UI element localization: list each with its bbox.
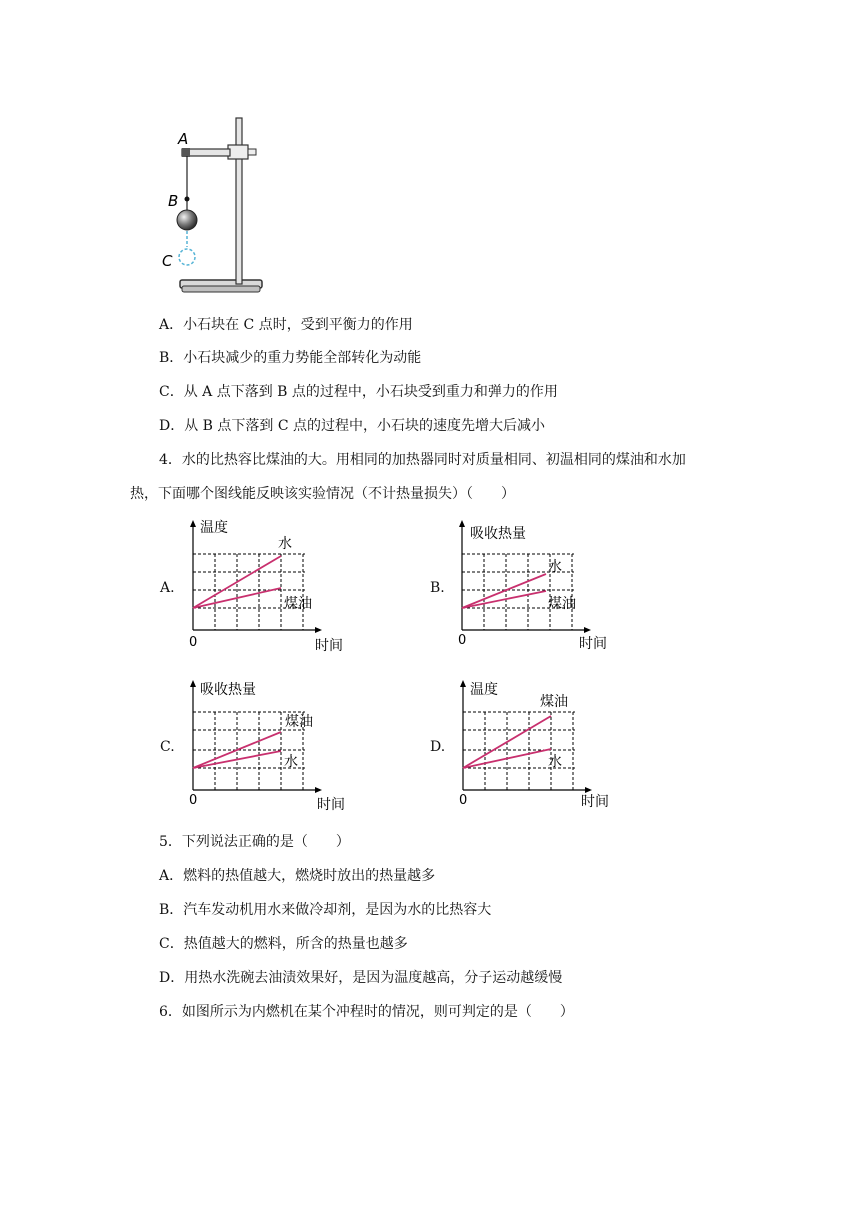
graph-a-origin: 0 [189, 635, 198, 650]
graph-c-xlabel: 时间 [317, 797, 345, 813]
graph-a [178, 518, 358, 658]
q4-stem-line1: 4．水的比热容比煤油的大。用相同的加热器同时对质量相同、初温相同的煤油和水加 [159, 452, 686, 468]
q5-stem: 5．下列说法正确的是（ ） [159, 834, 350, 850]
graph-a-label: A. [160, 580, 175, 596]
q3-option-a: A．小石块在 C 点时，受到平衡力的作用 [159, 317, 413, 333]
label-B: B [168, 192, 179, 210]
graph-d-lower-label: 水 [548, 754, 562, 770]
graph-b-upper-label: 水 [548, 559, 562, 575]
q5-option-d: D．用热水洗碗去油渍效果好，是因为温度越高，分子运动越缓慢 [159, 970, 563, 986]
label-C: C [162, 252, 173, 270]
graph-a-ylabel: 温度 [200, 520, 228, 536]
graph-b-lower-label: 煤油 [548, 596, 576, 612]
q4-stem-line2: 热，下面哪个图线能反映该实验情况（不计热量损失）（ ） [130, 486, 515, 502]
graph-d-label: D. [430, 739, 446, 755]
q5-option-b: B．汽车发动机用水来做冷却剂，是因为水的比热容大 [159, 902, 492, 918]
graph-a-xlabel: 时间 [315, 638, 343, 654]
graph-c-lower-label: 水 [284, 754, 298, 770]
graph-a-lower-label: 煤油 [284, 596, 312, 612]
graph-c-label: C. [160, 739, 175, 755]
q5-option-c: C．热值越大的燃料，所含的热量也越多 [159, 936, 408, 952]
graph-d-upper-label: 煤油 [540, 694, 568, 710]
graph-b-xlabel: 时间 [579, 636, 607, 652]
pendulum-apparatus-figure [160, 110, 280, 300]
graph-b-ylabel: 吸收热量 [470, 526, 526, 542]
graph-a-upper-label: 水 [278, 536, 292, 552]
q5-option-a: A．燃料的热值越大，燃烧时放出的热量越多 [159, 868, 436, 884]
graph-b-label: B. [430, 580, 445, 596]
q3-option-d: D．从 B 点下落到 C 点的过程中，小石块的速度先增大后减小 [159, 418, 546, 434]
graph-d [448, 678, 628, 818]
q3-option-b: B．小石块减少的重力势能全部转化为动能 [159, 350, 422, 366]
graph-b-origin: 0 [458, 633, 467, 648]
graph-c [178, 678, 358, 818]
graph-d-origin: 0 [459, 793, 468, 808]
graph-c-ylabel: 吸收热量 [200, 682, 256, 698]
graph-b [448, 518, 628, 658]
q6-stem: 6．如图所示为内燃机在某个冲程时的情况，则可判定的是（ ） [159, 1004, 574, 1020]
q3-option-c: C．从 A 点下落到 B 点的过程中，小石块受到重力和弹力的作用 [159, 384, 558, 400]
graph-d-xlabel: 时间 [581, 794, 609, 810]
graph-c-origin: 0 [189, 793, 198, 808]
graph-d-ylabel: 温度 [470, 682, 498, 698]
graph-c-upper-label: 煤油 [285, 714, 313, 730]
label-A: A [178, 130, 189, 148]
